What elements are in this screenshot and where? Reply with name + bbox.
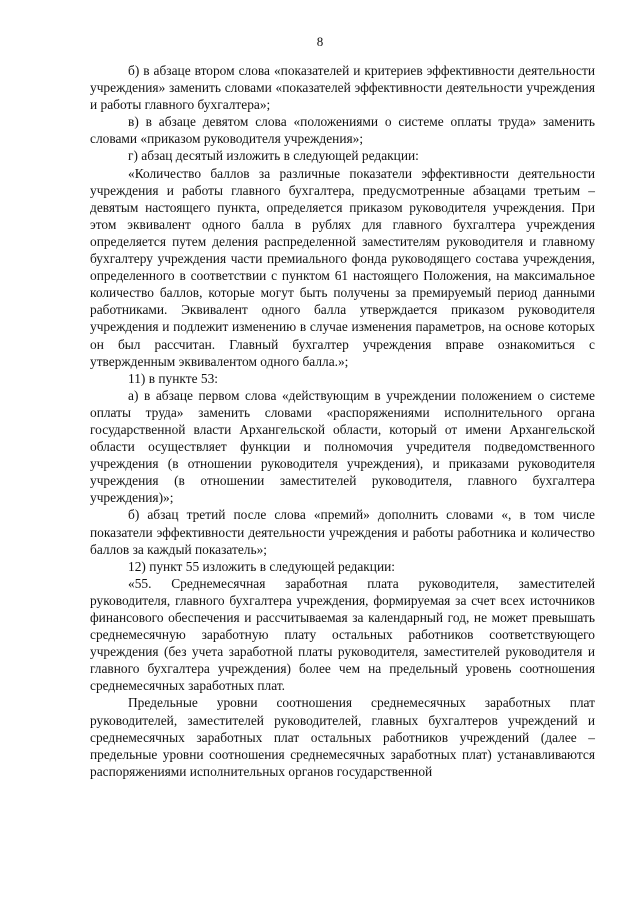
paragraph-11-a: а) в абзаце первом слова «действующим в учреждении положением о системе оплаты труда» заменить словами «распоряжениями исполнительного органа государственной власти Архангельской области, который от имени Архангельской области осуществляет функции и полномочия учредителя подведомственного учреждения (в отношении руководителя учреждения), и приказами руководителя учреждения (в отношении заместителей руководителя, главного бухгалтера учреждения)»; <box>90 387 595 506</box>
paragraph-quoted-55: «55. Среднемесячная заработная плата руководителя, заместителей руководителя, главного бухгалтера учреждения, формируемая за счет всех источников финансового обеспечения и рассчитываемая за календарный год, не может превышать среднемесячную заработную плату остальных работников соответствующего учреждения (без учета заработной платы руководителя, заместителей руководителя и главного бухгалтера учреждения) более чем на предельный уровень соотношения среднемесячных заработных плат. <box>90 575 595 694</box>
paragraph-quoted-ball-count: «Количество баллов за различные показатели эффективности деятельности учреждения и работы главного бухгалтера, предусмотренные абзацами третьим – девятым настоящего пункта, определяется приказом руководителя учреждения. При этом эквивалент одного балла в рублях для главного бухгалтера учреждения определяется путем деления распределенной заместителям руководителя и главному бухгалтеру учреждения части премиального фонда руководящего состава учреждения, определенного в соответствии с пунктом 61 настоящего Положения, на максимальное количество баллов, которые могут быть получены за премируемый период данными работниками. Эквивалент одного балла утверждается приказом руководителя учреждения и подлежит изменению в случае изменения параметров, на основе которых он был рассчитан. Главный бухгалтер учреждения вправе ознакомиться с утвержденным эквивалентом одного балла.»; <box>90 165 595 369</box>
page-number: 8 <box>316 34 324 49</box>
paragraph-g-abzac-desyatyy: г) абзац десятый изложить в следующей редакции: <box>128 148 419 164</box>
paragraph-v-abzac-devyatyy: в) в абзаце девятом слова «положениями о системе оплаты труда» заменить словами «приказом руководителя учреждения»; <box>90 114 595 147</box>
paragraph-item-11: 11) в пункте 53: <box>128 370 218 386</box>
paragraph-b-abzac-vtoroy: б) в абзаце втором слова «показателей и критериев эффективности деятельности учреждения» заменить словами «показателей эффективности деятельности учреждения и работы главного бухгалтера»; <box>90 63 595 113</box>
document-body <box>90 62 595 780</box>
paragraph-11-b: б) абзац третий после слова «премий» дополнить словами «, в том числе показатели эффективности деятельности учреждения и работы работника и количество баллов за каждый показатель»; <box>90 507 595 557</box>
paragraph-item-12: 12) пункт 55 изложить в следующей редакции: <box>128 558 396 574</box>
paragraph-salary-ratio: Предельные уровни соотношения среднемесячных заработных плат руководителей, заместителей руководителей, главных бухгалтеров учреждений и среднемесячных заработных плат остальных работников учреждений (далее – предельные уровни соотношения среднемесячных заработных плат) устанавливаются распоряжениями исполнительных органов государственной <box>90 695 595 779</box>
